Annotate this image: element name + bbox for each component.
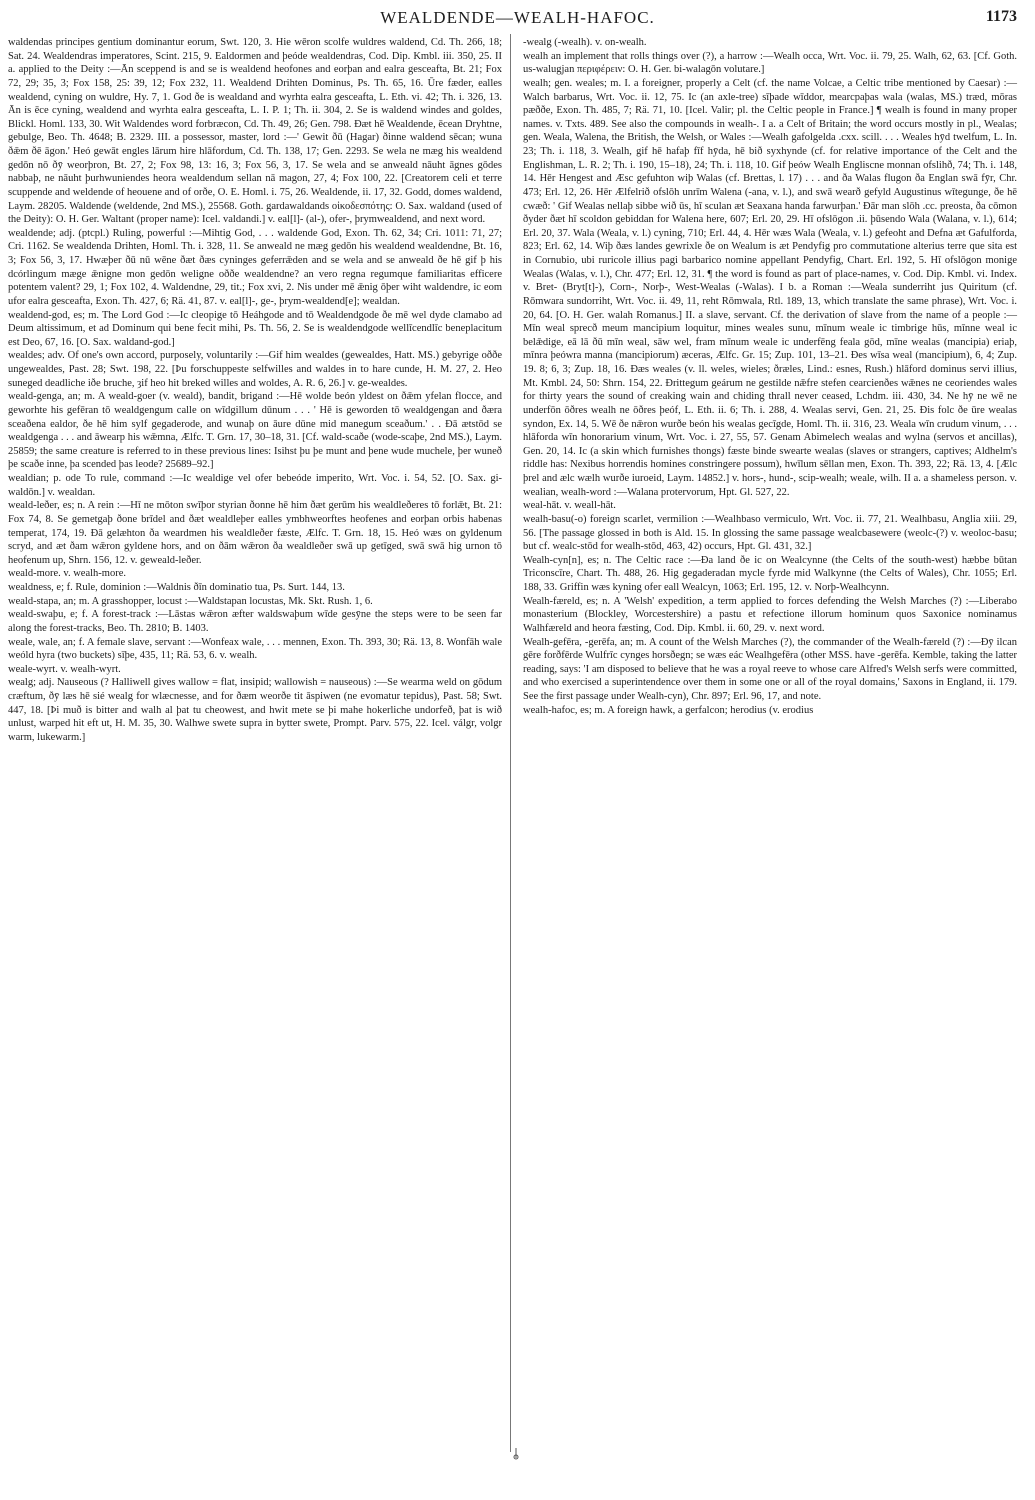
dictionary-entry: waldendas principes gentium dominantur eorum, Swt. 120, 3. Hie wēron scolfe wuldres waldend, Cd. Th. 266, 18; Sat. 24. Wealdendras imperatores, Scint. 215, 9. Ealdormen and þeóde wealdendras, Cod. Dip. Kmbl. iii. 350, 25. II a. applied to the Deity :—Ān sceppend is and se is wealdend heofones and eorþan and ealra gesceafta, Bt. 21; Fox 72, 29; 35, 3; Fox 158, 25: 39, 12; Fox 232, 11. Wealdend Drihten Dominus, Ps. Th. 65, 16. Ūre fæder, ealles wealdend, cyning on wuldre, Hy. 7, 1. God ðe is wealdand and wyrhta ealra gesceafta, L. Eth. vi. 42; Th. i. 326, 13. Ān is ēce cyning, wealdend and wyrhta ealra gesceafta, L. I. P. 1; Th. ii. 304, 2. Se is waldend windes and goldes, Blickl. Homl. 133, 30. Wit Waldendes word forbræcon, Cd. Th. 49, 26; Gen. 798. Ðæt hē Wealdende, ēcean Dryhtne, gebulge, Beo. Th. 4648; B. 2329. III. a possessor, master, lord :—' Gewit ðū (Hagar) ðinne waldend sēcan; wuna ðǣm ðē āgon.' Heó gewāt engles lārum hire hlāfordum, Cd. Th. 138, 17; Gen. 2293. Se wela ne mæg his wealdend gedōn nō ðȳ weorþron, Bt. 27, 2; Fox 98, 13: 16, 3; Fox 56, 3, 17. Se wela and se anweald nāuht āgnes gōdes nabbaþ, ne nāuht þurhwuniendes heora wealdendum sellan nā magon, 27, 4; Fox 100, 22. [Creatorem celi et terre scuppende and weldende of heouene and of orðe, O. E. Homl. i. 75, 26. Wealdende, ii. 17, 32. Godd, domes waldend, Laym. 28205. Waldende (weldende, 2nd MS.), 25568. Goth. gardawaldands οἰκοδεσπότης: O. Sax. waldand (used of the Deity): O. H. Ger. Waltant (proper name): Icel. valdandi.] v. eal[l]- (al-), ofer-, þrymwealdend, and next word. (8, 37, 502, 226)
page-number: 1173 (985, 8, 1017, 25)
page-header (0, 6, 1035, 30)
dictionary-entry: wealdes; adv. Of one's own accord, purposely, voluntarily :—Gif him wealdes (gewealdes, Hatt. MS.) gebyrige oððe ungewealdes, Past. 28; Swt. 198, 22. [Þu forschuppeste selfwilles and waldes in to hare cunde, H. M. 27, 2. Heo suneged deadliche iðe bruche, ȝif heo hit breked willes and woldes, A. R. 6, 26.] v. ge-wealdes. (8, 350, 502, 389)
dictionary-entry: weald-leðer, es; n. A rein :—Hī ne mōton swīþor styrian ðonne hē him ðæt gerūm his wealdleðeres tō forlǣt, Bt. 21: Fox 74, 8. Se gemetgaþ ðone brīdel and ðæt wealdleþer ealles ymbhweorftes heofenes and eorþan orbis habenas temperat, 174, 19. Ðā gelæhton ða weardmen his wealdleðer fæste, Ælfc. T. Grn. 18, 15. Heó wæs on gyldenum scryd, and æt ðam wǣron gyldene hors, and on ðām wǣron ða wealdleðer swā up getīged, swā swā hig urnon tō heofenum up, Shrn. 156, 12. v. geweald-leðer. (8, 500, 502, 566)
dictionary-entry: wealh an implement that rolls things over (?), a harrow :—Wealh occa, Wrt. Voc. ii. 79, 25. Walh, 62, 63. [Cf. Goth. us-walugjan περιφέρειν: O. H. Ger. bi-walagōn volutare.] (523, 50, 1017, 76)
dictionary-entry: weald-more. v. wealh-more. (8, 568, 126, 580)
dictionary-entry: wealh-basu(-o) foreign scarlet, vermilion :—Wealhbaso vermiculo, Wrt. Voc. ii. 77, 21. Wealhbasu, Anglia xiii. 29, 56. [The passage glossed in both is Ald. 15. In glossing the same passage wealcbasewere (weolc-(?) v. weoloc-basu; but cf. wealc-stōd for wealh-stōd, 463, 42) occurs, Hpt. Gl. 431, 32.] (523, 513, 1017, 553)
dictionary-entry: weale-wyrt. v. wealh-wyrt. (8, 663, 121, 675)
dictionary-entry: wealdness, e; f. Rule, dominion :—Waldnis ðīn dominatio tua, Ps. Surt. 144, 13. (8, 582, 345, 593)
dictionary-entry: wealdian; p. ode To rule, command :—Ic wealdige vel ofer bebeóde imperito, Wrt. Voc. i. 54, 52. [O. Sax. gi-waldōn.] v. wealdan. (8, 473, 502, 498)
dictionary-entry: weald-stapa, an; m. A grasshopper, locust :—Waldstapan locustas, Mk. Skt. Rush. 1, 6. (8, 595, 373, 607)
dictionary-entry: weald-swaþu, e; f. A forest-track :—Lāstas wǣron æfter waldswaþum wīde gesȳne the steps were to be seen far along the forest-tracks, Beo. Th. 2810; B. 1403. (8, 609, 502, 634)
dictionary-entry: wealdend-god, es; m. The Lord God :—Ic cleopige tō Heáhgode and tō Wealdendgode ðe mē wel dyde clamabo ad Deum altissimum, et ad Dominum qui bene fecit mihi, Ps. Th. 56, 2. Se is wealdendgode wellīcendlīc beneplacitum est Deo, 67, 16. [O. Sax. waldand-god.] (8, 309, 502, 348)
running-head: WEALDENDE—WEALH-HAFOC. (380, 8, 655, 27)
dictionary-entry: wealh; gen. weales; m. I. a foreigner, properly a Celt (cf. the name Volcae, a Celtic tribe mentioned by Caesar) :—Walch barbarus, Wrt. Voc. ii. 12, 75. Ic (an axle-tree) sīþade wīddor, mearcpaþas wala (walas, MS.) træd, mōras pæððe, Exon. Th. 485, 7; Rä. 71, 10. [Icel. Valir; pl. the Celtic people in France.] ¶ wealh is found in many proper names. v. Txts. 489. See also the compounds in wealh-. I a. a Celt of Britain; the word occurs mostly in pl., Wealas; gen. Weala, Walena, the British, the Welsh, or Wales :—Wealh gafolgelda .cxx. scill. . . . Weales hȳd twelfum, L. In. 23; Th. i. 118, 3. Wealh, gif hē hafaþ fīf hȳda, hē bið syxhynde (cf. for relative importance of the Celt and the Englishman, L. R. 2; Th. i. 190, 15–18), 24; Th. i. 118, 10. Gif þeów Wealh Engliscne monnan ofslihð, 74; Th. i. 148, 14. Hēr Hengest and Æsc gefuhton wiþ Walas (cf. Brettas, l. 17) . . . and ða Walas flugon ða Englan swā fȳr, Chr. 473; Erl. 12, 26. Hēr Ælfelrið ofslōh unrīm Walena (-ana, v. l.), and swā wearð gefyld Augustinus wītegunge, ðe hē cwæð: ' Gif Wealas nellaþ sibbe wið ūs, hī sculan æt Seaxana handa farwurþan.' Ðār man slōh .cc. preosta, ða cōmon ðyder ðæt hī scoldon gebiddan for Walena here, 607; Erl. 20, 29. Hī ofslōgon .ii. þūsendo Wala (Walana, v. l.), 614; Erl. 20, 37. Wala (Weala, v. l.) cyning, 710; Erl. 44, 4. Hēr wæs Wala (Weala, v. l.) gefeoht and Defna æt Gafulforda, 823; Erl. 62, 14. Wiþ ðæs landes gewrixle ðe on Wealum is æt Pendyfig pro commutatione alterius terre que sita est in Cornubio, ubi ruricole illius pagi barbarico nomine appellant Pendyfig, Chart. Erl. 192, 5. Hī ofslōgon monige Wealas (Walas, v. l.), Chr. 477; Erl. 12, 31. ¶ the word is found as part of place-names, v. Cod. Dip. Kmbl. vi. Index. v. Bret- (Bryt[t]-), Corn-, Norþ-, West-Wealas (-Walas). I b. a Roman :—Weala sunderriht jus Quiritum (cf. Rōmwara sundorriht, Wrt. Voc. ii. 49, 11, reht Rōmwala, Rtl. 189, 13, which translate the same phrase), Wrt. Voc. i. 20, 64. [O. H. Ger. walah Romanus.] II. a slave, servant. Cf. the derivation of slave from the name of a people :—Mīn weal sprecð meum mancipium loquitur, mines weales sunu, mīnum weale ic timbrige hūs, mīnne weal ic belǣdige, eā lā ðū mīn weal, sāw wel, fram mīnum weale ic underfēng feala gōd, mīne wealas (mancipia) eriaþ, mīnra þeówra manna (mancipiorum) æceras, Ælfc. Gr. 15; Zup. 101, 13–21. Ðes wīsa weal (mancipium), 6, 4; Zup. 19. 8; 6, 3; Zup. 18, 16. Ðæs weales (v. ll. weles, wieles; ðræles, Lind.: esnes, Rush.) hlāford dominus servi illius, Mt. Kmbl. 24, 50: Shrn. 154, 22. Ðrittegum geárum ne gestilde nǣfre stefen cearcienðes wǣnes ne ceoriendes wales for thirty years the sound of creaking wain and chiding thrall never ceased, Lchdm. iii. 430, 34. Ne hȳ ne wē ne underfōn ōðres wealh ne ōðres þeóf, L. Eth. ii. 6; Th. i. 288, 4. Wealas servi, Gen. 21, 25. Ðis folc ðe ūre wealas syndon, Ex. 14, 5. Wē ðe nǣron wurðe beón his wealas gecīgde, Homl. Th. ii. 316, 23. Weala wīn crudum vinum, . . . hlāforda wīn honorarium vinum, Wrt. Voc. i. 27, 55, 57. Genam Abimelech wealas and wylna (servos et ancillas), Gen. 20, 14. Ic (a skin which furnishes thongs) fæste binde swearte wealas (slaves or strangers, captives; Aldhelm's riddle has: Nexibus horrendis homines constringere possum), hwīlum sēllan men, Exon. Th. 393, 22; Rä. 13, 4. [Ælc þrel and ælc wælh wurðe iuroeid, Laym. 14852.] v. hors-, hund-, scip-wealh; weale, wilh. II a. a shameless person. v. wealian, wealh-word :—Walana protervorum, Hpt. Gl. 527, 22. (523, 77, 1017, 498)
dictionary-entry: weale, wale, an; f. A female slave, servant :—Wonfeax wale, . . . mennen, Exon. Th. 393, 30; Rä. 13, 8. Wonfāh wale weóld hyra (two buckets) sīþe, 435, 11; Rä. 53, 6. v. wealh. (8, 636, 502, 662)
column-ornament-icon (510, 1448, 522, 1460)
dictionary-entry: -wealg (-wealh). v. on-wealh. (523, 37, 647, 48)
right-column (523, 36, 1017, 717)
dictionary-entry: weald-genga, an; m. A weald-goer (v. weald), bandit, brigand :—Hē wolde beón yldest on ðǣm yfelan flocce, and geworhte his gefēran tō wealdgengum calle on wīdgillum dūnum . . . ' Hē is geworden tō wealdgengan and ðæra sceaðena ealdor, ðe hē him sylf gegaderode, and wunaþ on āure dūne mid manegum sceaðum.' . . Ðā ætstōd se wealdgenga . . . and āwearp his wǣmna, Ælfc. T. Grn. 17, 30–18, 31. [Cf. wald-scaðe (wode-scaþe, 2nd MS.), Laym. 25859; the same creature is referred to in these previous lines: Isihst þu þe munt and þene wude muchele, þer wuneð þe scaðe inne, þa scended þas leode? 25689–92.] (8, 391, 502, 471)
dictionary-entry: Wealh-gefēra, -gerēfa, an; m. A count of the Welsh Marches (?), the commander of the Wealh-færeld (?) :—Ðȳ ilcan gēre forðfērde Wulfrīc cynges horsðegn; se wæs eác Wealhgefēra (other MSS. have -gerēfa. Kemble, taking the latter reading, says: 'I am disposed to believe that he was a royal reeve to whose care Alfred's Welsh serfs were committed, and who exercised a superintendence over them in some one or all of the royal domains,' Saxons in England, ii. 179. See the first passage under Wealh-cyn), Chr. 897; Erl. 96, 17, and note. (523, 636, 1017, 702)
dictionary-entry: wealdende; adj. (ptcpl.) Ruling, powerful :—Mihtig God, . . . waldende God, Exon. Th. 62, 34; Cri. 1011: 71, 27; Cri. 1162. Se wealdenda Drihten, Homl. Th. i. 328, 11. Se anweald ne mæg gedōn his wealdend wealdendne, Bt. 16, 3; Fox 56, 3, 17. Hwæþer ðū nū wēne ðæt ðæs cyninges geferrǣden and se wela and se anweald ðe hē gif þ his dcórlingum mæge ǣnigne mon gedōn weligne oððe wealdendne? an vero regna regumque familiaritas efficere potentem valent? 29, 1; Fox 102, 4. Waldendne, 29, tit.; Fox xvi, 2. Nis under mē ǣnig ōþer wiht waldendre, ic eom ufor ealra gesceafta, Exon. Th. 427, 6; Rä. 41, 87. v. eal[l]-, ge-, þrym-wealdend[e]; wealdan. (8, 227, 502, 307)
column-divider (510, 34, 511, 1452)
dictionary-entry: Wealh-færeld, es; n. A 'Welsh' expedition, a term applied to forces defending the Welsh Marches (?) :—Liberabo monasterium (Blockley, Worcestershire) a pastu et refectione illorum hominum quos Saxonice nominamus Walhfæreld and heora fæsting, Cod. Dip. Kmbl. ii. 60, 29. v. next word. (523, 595, 1017, 634)
dictionary-entry: Wealh-cyn[n], es; n. The Celtic race :—Ða land ðe ic on Wealcynne (the Celts of the south-west) hæbbe būtan Triconscīre, Chart. Th. 488, 26. Hig gegaderadan mycle fyrde mid Walkynne (the Celts of Wales), Chr. 1055; Erl. 188, 33. Griffin wæs kyning ofer eall Wealcyn, 1063; Erl. 195, 12. v. Norþ-Wealhcynn. (523, 554, 1017, 593)
dictionary-entry: wealg; adj. Nauseous (? Halliwell gives wallow = flat, insipid; wallowish = nauseous) :—Se wearma weld on gōdum cræftum, ðȳ læs hē sié wealg for wlæcnesse, and for ðæm weorðe tit āspiwen (ne evomatur tepidus), Past. 58; Swt. 447, 18. [Þi muð is bitter and walh al þat tu cheowest, and hwit mete se þi mahe hokerliche undorfeð, þat is wið unlust, warped hit eft ut, H. M. 35, 30. Walhwe swete supra in bytter swete, Prompt. Parv. 575, 22. Icel. válgr, volgr warm, lukewarm.] (8, 677, 502, 743)
left-column (8, 36, 502, 745)
dictionary-entry: wealh-hafoc, es; m. A foreign hawk, a gerfalcon; herodius (v. erodius (523, 704, 814, 716)
dictionary-entry: weal-hāt. v. weall-hāt. (523, 500, 616, 512)
